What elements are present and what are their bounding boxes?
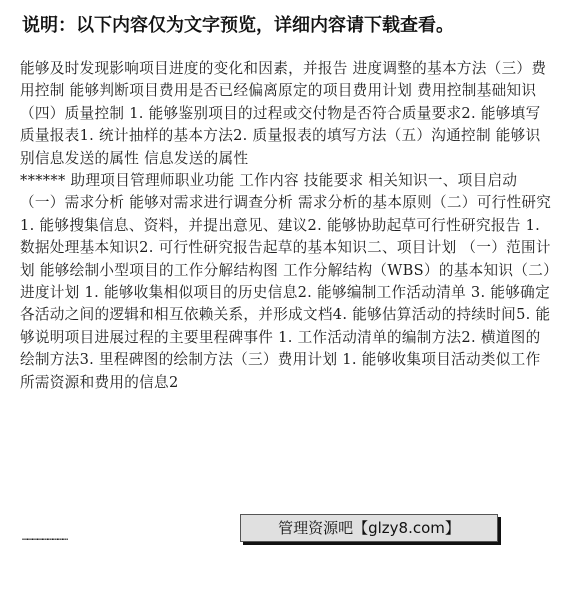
truncation-marker: ……………………… [22, 532, 68, 543]
document-body [20, 58, 552, 394]
paragraph-assistant-pm-functions: ****** 助理项目管理师职业功能 工作内容 技能要求 相关知识一、项目启动 （一）需求分析 能够对需求进行调查分析 需求分析的基本原则（二）可行性研究 1. 能够搜集信息、资料，并提出意见、建议2. 能够协助起草可行性研究报告 1. 数据处理基本知识2. 可行性研究报告起草的基本知识二、项目计划 （一）范围计划 能够绘制小型项目的工作分解结构图 工作分解结构（WBS）的基本知识（二）进度计划 1. 能够收集相似项目的历史信息2. 能够编制工作活动清单 3. 能够确定各活动之间的逻辑和相互依赖关系，并形成文档4. 能够估算活动的持续时间5. 能够说明项目进展过程的主要里程碑事件 1. 工作活动清单的编制方法2. 横道图的绘制方法3. 里程碑图的绘制方法（三）费用计划 1. 能够收集项目活动类似工作所需资源和费用的信息2 [20, 172, 552, 391]
site-watermark: 管理资源吧【glzy8.com】 [240, 514, 498, 542]
preview-notice: 说明：以下内容仅为文字预览，详细内容请下载查看。 [22, 15, 454, 36]
paragraph-progress-control: 能够及时发现影响项目进度的变化和因素，并报告 进度调整的基本方法（三）费用控制 能够判断项目费用是否已经偏离原定的项目费用计划 费用控制基础知识（四）质量控制 1. 能够鉴别项目的过程或交付物是否符合质量要求2. 能够填写质量报表1. 统计抽样的基本方法2. 质量报表的填写方法（五）沟通控制 能够识别信息发送的属性 信息发送的属性 [20, 60, 547, 167]
